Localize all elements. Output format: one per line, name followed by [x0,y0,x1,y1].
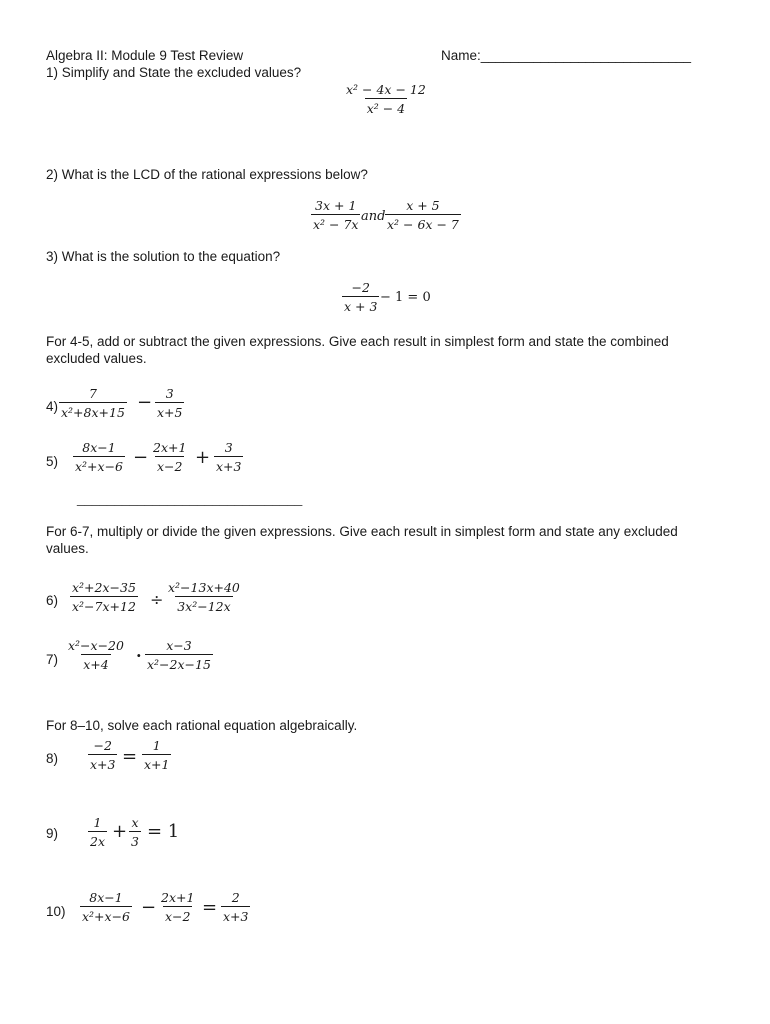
q8-label: 8) [46,751,59,766]
q5-f1-denominator: x²+x−6 [73,456,125,474]
name-field[interactable] [441,47,691,64]
q6-fraction-1 [70,580,138,614]
q3-denominator: x + 3 [342,296,379,314]
q6-operator: ÷ [150,590,164,609]
q6-label: 6) [46,593,59,608]
question-2-text: 2) What is the LCD of the rational expressions below? [46,167,368,182]
q2-f2-denominator: x² − 6x − 7 [385,214,461,232]
q5-f3-denominator: x+3 [214,456,243,474]
q8-fraction-1 [88,738,117,772]
q7-f1-denominator: x+4 [81,654,110,672]
q10-fraction-2 [159,890,196,924]
q2-fraction-2 [385,198,461,232]
q10-f2-numerator: 2x+1 [161,890,195,905]
q10-f1-numerator: 8x−1 [89,890,123,905]
q10-f3-numerator: 2 [231,890,240,905]
q10-operator-1: − [141,897,157,918]
q5-label: 5) [46,454,59,469]
q10-f1-denominator: x²+x−6 [80,906,132,924]
question-3-text: 3) What is the solution to the equation? [46,249,281,264]
q3-numerator: −2 [351,280,370,295]
q10-f2-denominator: x−2 [163,906,192,924]
q1-numerator: x² − 4x − 12 [346,82,426,97]
q3-fraction [342,280,379,314]
q5-fraction-2 [151,440,188,474]
q5-operator-2: + [195,447,211,468]
section-8-10-instructions: For 8–10, solve each rational equation algebraically. [46,718,358,733]
q9-f1-denominator: 2x [88,831,107,849]
section-6-7-instructions: For 6-7, multiply or divide the given expressions. Give each result in simplest form and state any excluded values. [46,524,678,556]
q9-fraction-1 [88,815,107,849]
q4-f1-denominator: x²+8x+15 [59,402,127,420]
q10-f3-denominator: x+3 [221,906,250,924]
q8-f1-numerator: −2 [93,738,112,753]
q8-fraction-2 [142,738,171,772]
section-4-5-instructions: For 4-5, add or subtract the given expressions. Give each result in simplest form and state the combined excluded values. [46,334,669,366]
q4-f1-numerator: 7 [88,386,97,401]
q7-operator: · [136,646,142,665]
q8-f2-denominator: x+1 [142,754,171,772]
q8-f1-denominator: x+3 [88,754,117,772]
q9-f2-numerator: x [131,815,139,830]
q6-f1-numerator: x²+2x−35 [72,580,136,595]
q10-operator-2: = [202,897,218,918]
q9-equation-rest: = 1 [147,821,180,842]
q5-f1-numerator: 8x−1 [82,440,116,455]
q3-equation-rest: − 1 = 0 [380,290,431,305]
q8-f2-numerator: 1 [152,738,161,753]
q2-f1-denominator: x² − 7x [311,214,360,232]
q10-fraction-1 [80,890,132,924]
name-line: ____________________________ [480,48,691,63]
q2-and-word: and [361,209,386,224]
q10-fraction-3 [221,890,250,924]
q4-label: 4) [46,399,59,414]
q4-f2-numerator: 3 [165,386,174,401]
q7-label: 7) [46,652,59,667]
document-title: Algebra II: Module 9 Test Review [46,48,244,63]
q7-f2-denominator: x²−2x−15 [145,654,213,672]
q5-f2-numerator: 2x+1 [153,440,187,455]
q4-fraction-2 [155,386,184,420]
q7-f2-numerator: x−3 [166,638,192,653]
q2-fraction-1 [311,198,360,232]
q10-label: 10) [46,904,66,919]
q5-f2-denominator: x−2 [155,456,184,474]
q1-denominator: x² − 4 [365,98,407,116]
q4-fraction-1 [59,386,127,420]
q6-fraction-2 [166,580,242,614]
q4-operator: − [137,392,153,413]
name-label: Name: [441,48,481,63]
q1-fraction [344,82,428,116]
q9-f1-numerator: 1 [93,815,102,830]
question-1-text: 1) Simplify and State the excluded values? [46,65,302,80]
q9-label: 9) [46,826,59,841]
q9-fraction-2 [129,815,141,849]
q7-f1-numerator: x²−x−20 [68,638,124,653]
q5-fraction-1 [73,440,125,474]
q7-fraction-2 [145,638,213,672]
q8-operator: = [122,746,138,767]
q5-operator-1: − [133,447,149,468]
q2-f1-numerator: 3x + 1 [315,198,357,213]
q6-f2-denominator: 3x²−12x [175,596,232,614]
q9-f2-denominator: 3 [129,831,141,849]
q4-f2-denominator: x+5 [155,402,184,420]
q5-f3-numerator: 3 [224,440,233,455]
q5-answer-line: ______________________________ [77,491,303,506]
q6-f1-denominator: x²−7x+12 [70,596,138,614]
q9-operator: + [112,821,128,842]
q2-f2-numerator: x + 5 [406,198,440,213]
q7-fraction-1 [66,638,126,672]
q6-f2-numerator: x²−13x+40 [168,580,240,595]
q5-fraction-3 [214,440,243,474]
